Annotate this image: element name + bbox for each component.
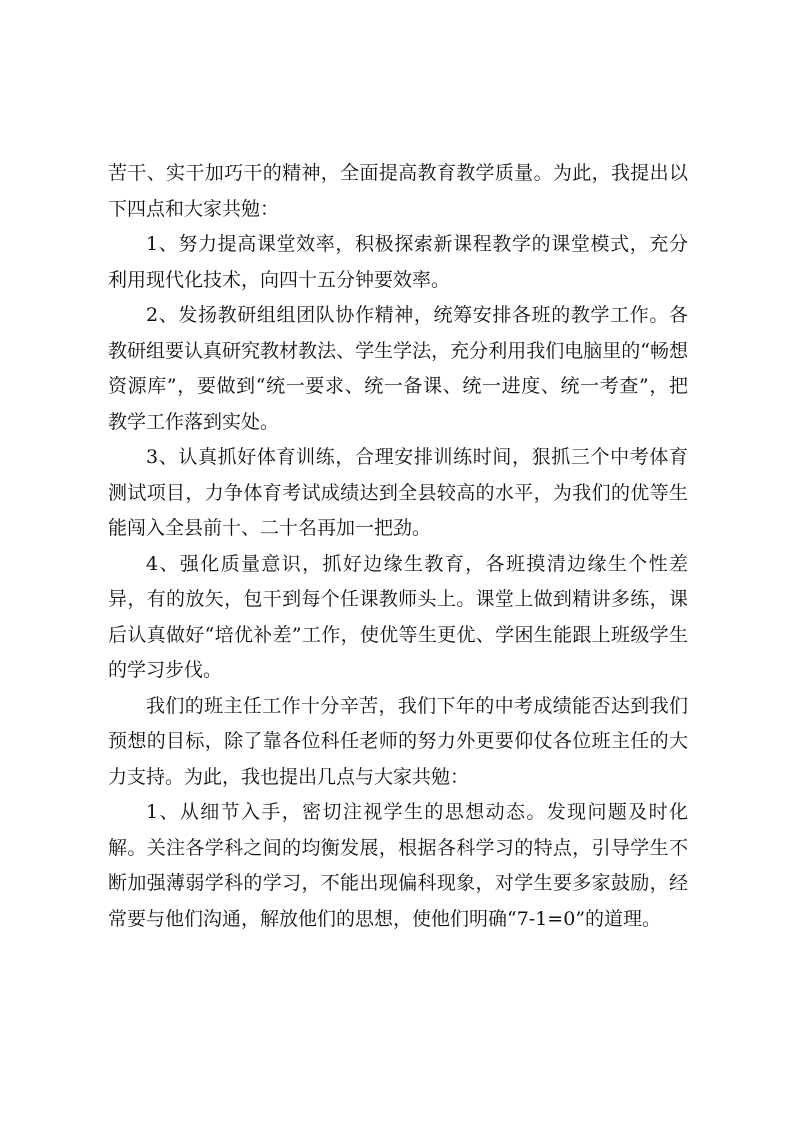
paragraph-intro: 苦干、实干加巧干的精神，全面提高教育教学质量。为此，我提出以下四点和大家共勉： bbox=[108, 162, 688, 220]
paragraph-head-teachers-intro: 我们的班主任工作十分辛苦，我们下年的中考成绩能否达到我们预想的目标，除了靠各位科任老师的努力外更要仰仗各位班主任的大力支持。为此，我也提出几点与大家共勉： bbox=[108, 694, 688, 788]
paragraph-point-4-teaching: 4、强化质量意识，抓好边缘生教育，各班摸清边缘生个性差异，有的放矢，包干到每个任课教师头上。课堂上做到精讲多练，课后认真做好“培优补差”工作，使优等生更优、学困生能跟上班级学生的学习步伐。 bbox=[108, 552, 688, 681]
paragraph-point-1-teaching: 1、努力提高课堂效率，积极探索新课程教学的课堂模式，充分利用现代化技术，向四十五分钟要效率。 bbox=[108, 233, 688, 291]
document-body bbox=[108, 156, 688, 937]
paragraph-point-2-teaching: 2、发扬教研组组团队协作精神，统筹安排各班的教学工作。各教研组要认真研究教材教法、学生学法，充分利用我们电脑里的“畅想资源库”，要做到“统一要求、统一备课、统一进度、统一考查”，把教学工作落到实处。 bbox=[108, 304, 688, 433]
paragraph-point-1-head-teachers: 1、从细节入手，密切注视学生的思想动态。发现问题及时化解。关注各学科之间的均衡发展，根据各科学习的特点，引导学生不断加强薄弱学科的学习，不能出现偏科现象，对学生要多家鼓励，经常要与他们沟通，解放他们的思想，使他们明确“7-1=0”的道理。 bbox=[108, 801, 688, 930]
paragraph-point-3-teaching: 3、认真抓好体育训练，合理安排训练时间，狠抓三个中考体育测试项目，力争体育考试成绩达到全县较高的水平，为我们的优等生能闯入全县前十、二十名再加一把劲。 bbox=[108, 446, 688, 539]
